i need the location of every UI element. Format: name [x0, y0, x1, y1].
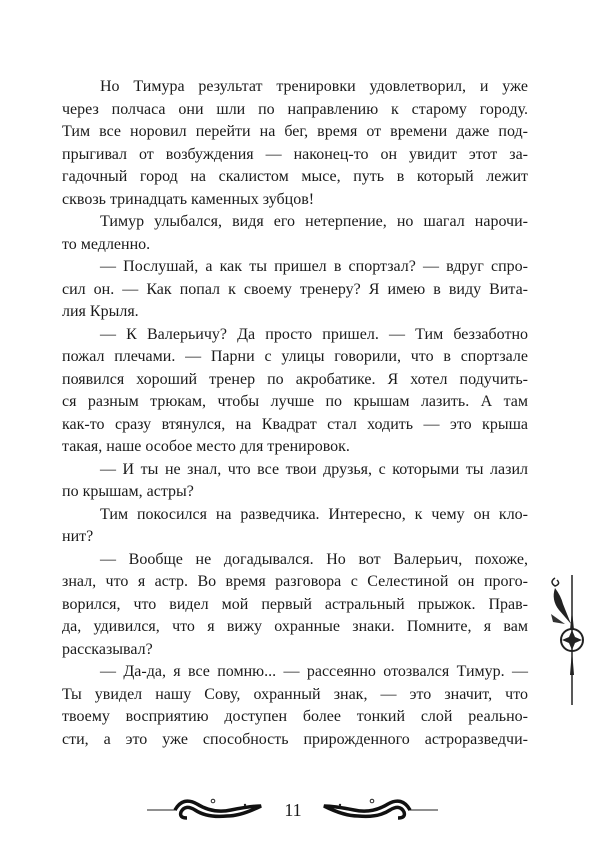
- text-line: прыгивал от возбуждения — наконец-то он увидит этот за-: [62, 145, 528, 163]
- text-line: Тимур улыбался, видя его нетерпение, но шагал нарочи-: [100, 213, 528, 230]
- text-line: нит?: [62, 528, 94, 545]
- text-line: — И ты не знал, что все твои друзья, с которыми ты лазил: [100, 460, 528, 478]
- text-line: то медленно.: [62, 235, 151, 253]
- text-line: сил он. — Как попал к своему тренеру? Я имею в виду Вита-: [62, 280, 528, 298]
- text-line: — К Валерьичу? Да просто пришел. — Тим беззаботно: [100, 325, 528, 343]
- text-line: да, удивился, что я вижу охранные знаки. Помните, я вам: [62, 618, 528, 635]
- text-line: Тим покосился на разведчика. Интересно, к чему он кло-: [100, 505, 528, 523]
- text-line: ся разным трюкам, чтобы лучше по крышам лазить. А там: [62, 393, 528, 410]
- text-line: по крышам, астры?: [62, 483, 194, 500]
- text-line: — Послушай, а как ты пришел в спортзал? — вдруг спро-: [100, 258, 528, 275]
- text-line: лия Крыля.: [62, 303, 139, 320]
- text-line: как-то сразу втянулся, на Квадрат стал ходить — это крыша: [62, 415, 528, 433]
- text-line: пожал плечами. — Парни с улицы говорили, что в спортзале: [62, 348, 528, 365]
- side-ornament-icon: [547, 570, 587, 710]
- body-text: [62, 76, 528, 751]
- text-line: появился хороший тренер по акробатике. Я хотел подучить-: [62, 370, 528, 388]
- text-line: гадочный город на скалистом мысе, путь в который лежит: [62, 168, 528, 185]
- page-footer: [0, 795, 611, 825]
- text-line: Тим все норовил перейти на бег, время от времени даже под-: [62, 123, 528, 140]
- text-line: — Да-да, я все помню... — рассеянно отозвался Тимур. —: [100, 663, 528, 680]
- text-line: сквозь тринадцать каменных зубцов!: [62, 190, 315, 208]
- page-number: 11: [284, 800, 302, 820]
- text-line: сти, а это уже способность прирожденного астроразведчи-: [62, 730, 528, 748]
- text-line: рассказывал?: [62, 640, 153, 658]
- left-flourish-icon: [145, 795, 275, 825]
- text-line: знал, что я астр. Во время разговора с Селестиной он прого-: [62, 573, 528, 590]
- text-line: Ты увидел нашу Сову, охранный знак, — это значит, что: [62, 685, 528, 703]
- right-flourish-icon: [310, 795, 440, 825]
- text-line: — Вообще не догадывался. Но вот Валерьич, похоже,: [100, 550, 528, 568]
- text-line: Но Тимура результат тренировки удовлетворил, и уже: [100, 78, 528, 95]
- text-line: ворился, что видел мой первый астральный прыжок. Прав-: [62, 595, 528, 613]
- text-line: такая, наше особое место для тренировок.: [62, 438, 350, 455]
- text-line: через полчаса они шли по направлению к старому городу.: [62, 100, 528, 118]
- text-line: твоему восприятию доступен более тонкий слой реально-: [62, 708, 528, 725]
